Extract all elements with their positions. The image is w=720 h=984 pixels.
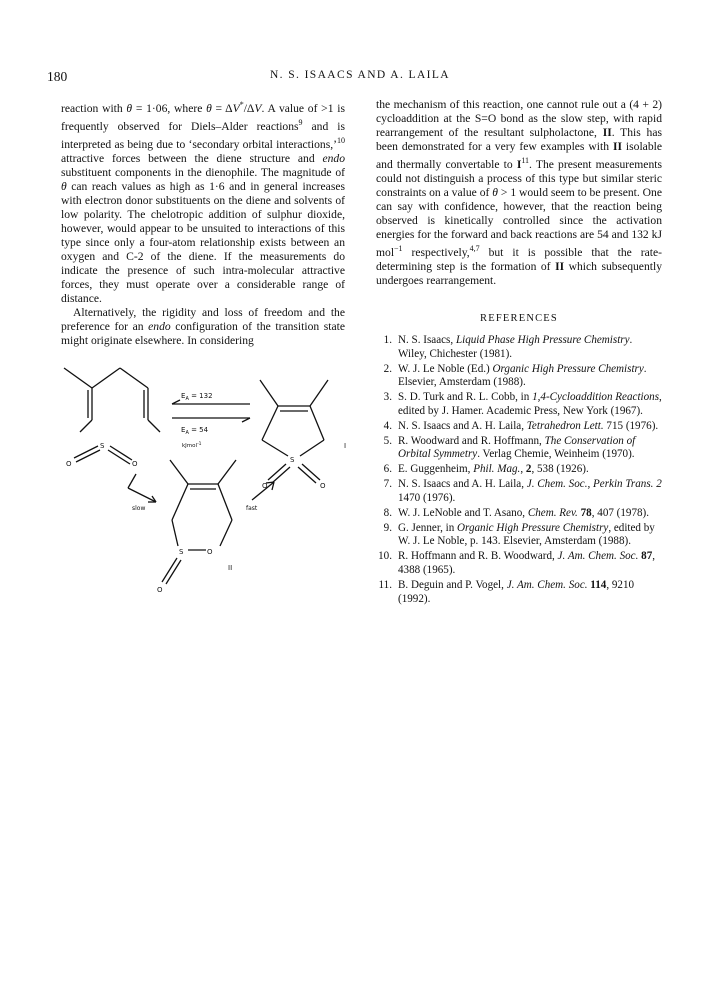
reference-number: 5. bbox=[383, 434, 392, 447]
sulfolene-sulfur-atom: S bbox=[290, 456, 295, 464]
reference-item: 9. G. Jenner, in Organic High Pressure Chemistry, edited by W. J. Le Noble, p. 143. Elsevier, Amsterdam (1988). bbox=[376, 522, 662, 549]
reference-number: 11. bbox=[378, 578, 392, 591]
slow-label: slow bbox=[132, 505, 146, 512]
so2-oxygen-atom: O bbox=[132, 460, 138, 468]
sulfolene-oxygen-atom: O bbox=[262, 482, 268, 490]
sultine-sulfur-atom: S bbox=[179, 548, 184, 556]
reference-item: 3. S. D. Turk and R. L. Cobb, in 1,4-Cycloaddition Reactions, edited by J. Hamer. Academic Press, New York (1967). bbox=[376, 391, 662, 418]
energy-unit: kJmol$^{-1}$ bbox=[182, 442, 202, 449]
sultine-oxygen-atom: O bbox=[157, 586, 163, 594]
reference-number: 8. bbox=[383, 506, 392, 519]
compound-label-ii: II bbox=[228, 564, 233, 572]
so2-oxygen-atom: O bbox=[66, 460, 72, 468]
reference-item: 1. N. S. Isaacs, Liquid Phase High Pressure Chemistry. Wiley, Chichester (1981). bbox=[376, 334, 662, 361]
page-number: 180 bbox=[47, 69, 68, 84]
fast-label: fast bbox=[246, 505, 258, 512]
reference-item: 5. R. Woodward and R. Hoffmann, The Conservation of Orbital Symmetry. Verlag Chemie, Weinheim (1970). bbox=[376, 435, 662, 462]
reference-item: 8. W. J. LeNoble and T. Asano, Chem. Rev. 78, 407 (1978). bbox=[376, 507, 662, 521]
reference-number: 9. bbox=[383, 521, 392, 534]
sulfolene-oxygen-atom: O bbox=[320, 482, 326, 490]
equilibrium-arrows bbox=[172, 400, 250, 422]
sultine-structure bbox=[162, 460, 236, 584]
slow-arrow bbox=[128, 474, 156, 502]
sultine-ring-oxygen-atom: O bbox=[207, 548, 213, 556]
reference-item: 6. E. Guggenheim, Phil. Mag., 2, 538 (1926). bbox=[376, 463, 662, 477]
reference-number: 7. bbox=[383, 478, 392, 491]
reference-number: 4. bbox=[383, 419, 392, 432]
reference-number: 3. bbox=[383, 391, 392, 404]
reference-item: 11. B. Deguin and P. Vogel, J. Am. Chem. Soc. 114, 9210 (1992). bbox=[376, 579, 662, 606]
reference-number: 6. bbox=[383, 463, 392, 476]
paragraph: Alternatively, the rigidity and loss of freedom and the preference for an endo configuration of the transition state might originate elsewhere. In considering bbox=[61, 306, 346, 348]
diene-structure bbox=[64, 368, 160, 432]
reference-item: 10. R. Hoffmann and R. B. Woodward, J. Am. Chem. Soc. 87, 4388 (1965). bbox=[376, 550, 662, 577]
ea-back-label: $E_A = 132$ bbox=[181, 392, 213, 402]
references-list bbox=[376, 334, 662, 607]
reference-item: 2. W. J. Le Noble (Ed.) Organic High Pressure Chemistry. Elsevier, Amsterdam (1988). bbox=[376, 363, 662, 390]
right-column bbox=[376, 98, 662, 288]
reference-number: 10. bbox=[378, 550, 392, 563]
sulfolene-structure bbox=[260, 380, 328, 483]
compound-label-i: I bbox=[344, 442, 347, 450]
paragraph: reaction with θ = 1·06, where θ = ΔV*/ΔV. A value of >1 is frequently observed for Diels–Alder reactions$^9$ and is interpreted as being due to ‘secondary orbital interactions,’$^{10}$ attractive forces between the diene structure and endo substituent components in the dienophile. The magnitude of θ can reach values as high as 1·6 and in general increases with electron donor substituents on the diene and solvents of low polarity. The chelotropic addition of sulphur dioxide, however, would appear to be unsuited to interactions of this type since only a four-atom relationship exists between an oxygen and C-2 of the diene. If the measurements do indicate the presence of such intra-molecular attractive forces, they must operate over a considerable range of distance. bbox=[61, 100, 345, 306]
reaction-scheme bbox=[60, 360, 360, 600]
ea-forward-label: $E_A = 54$ bbox=[181, 426, 209, 436]
running-head: N. S. ISAACS AND A. LAILA bbox=[269, 69, 451, 81]
reference-number: 1. bbox=[383, 334, 392, 346]
so2-sulfur-atom: S bbox=[100, 442, 105, 450]
paragraph: the mechanism of this reaction, one cannot rule out a (4 + 2) cycloaddition at the S=O bond as the slow step, with rapid rearrangement of the resultant sulpholactone, II. This has been demonstrated for a very few examples with II isolable and thermally convertable to $I^{11}$. The present measurements could not distinguish a process of this type but similar steric constraints on a value of θ > 1 would seem to be present. One can say with confidence, however, that the reaction being observed is kinetically controlled since the activation energies for the forward and back reactions are 54 and 132 kJ mol$^{-1}$ respectively,$^{4,7}$ but it is possible that the rate-determining step is the formation of II which subsequently undergoes rearrangement. bbox=[376, 98, 662, 288]
reference-item: 7. N. S. Isaacs and A. H. Laila, J. Chem. Soc., Perkin Trans. 2 1470 (1976). bbox=[376, 478, 662, 505]
reference-item: 4. N. S. Isaacs and A. H. Laila, Tetrahedron Lett. 715 (1976). bbox=[376, 420, 662, 434]
left-column bbox=[61, 98, 345, 348]
reference-number: 2. bbox=[383, 362, 392, 375]
references-heading: REFERENCES bbox=[480, 313, 558, 324]
